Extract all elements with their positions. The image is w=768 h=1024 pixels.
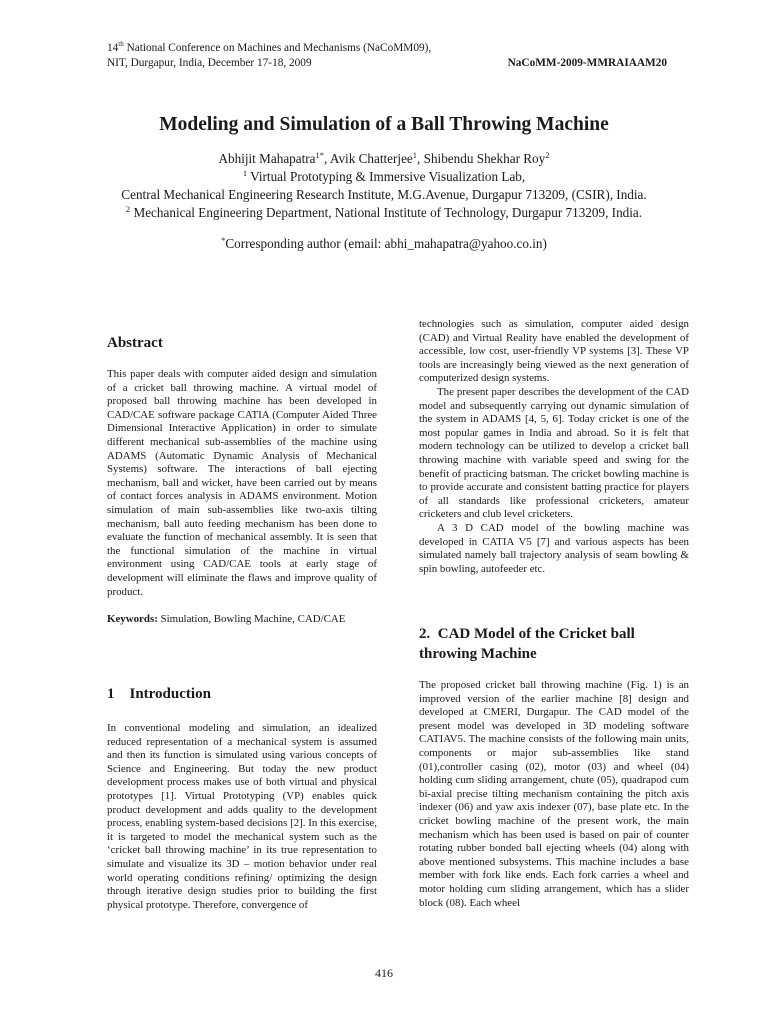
keywords <box>107 613 377 627</box>
conference-name: National Conference on Machines and Mechanisms (NaCoMM09), <box>123 42 432 54</box>
keywords-label: Keywords: <box>107 613 158 626</box>
affiliation-1-mark: 1 <box>242 168 248 178</box>
intro-heading: 1 Introduction <box>107 686 211 702</box>
affiliation-1 <box>0 168 768 186</box>
section-2-body: The proposed cricket ball throwing machine (Fig. 1) is an improved version of the earlier machine [8] design and developed at CMERI, Durgapur. The CAD model of the present model was developed in 3D modeling software CATIAV5. The machine consists of the following main units, components or major sub-assemblies like stand (01),controller casing (02), motor (03) and wheel (04) holding cum sliding arrangement, chute (05), quadrapod cum bi-axial precise tilting mechanism containing the pitch axis indexer (06) and yaw axis indexer (07), base plate etc. In the cricket bowling machine of the present work, the main mechanism which has been used is based on pair of counter rotating rubber bonded ball ejecting wheels (04) along with above mentioned subsystems. This machine includes a base member with fork like ends. Each fork carries a wheel and motor holding cum sliding arrangement, which has a slider block (08). Each wheel <box>419 679 689 909</box>
corresponding-email: Corresponding author (email: abhi_mahapatra@yahoo.co.in) <box>225 236 547 251</box>
venue-line <box>107 56 667 71</box>
paper-title: Modeling and Simulation of a Ball Throwing Machine <box>159 114 609 135</box>
right-column <box>419 318 689 576</box>
affiliation-1-address: Central Mechanical Engineering Research Institute, M.G.Avenue, Durgapur 713209, (CSIR), India. <box>121 187 647 202</box>
intro-section <box>107 684 377 912</box>
corresponding-author <box>0 236 768 252</box>
affiliation-2 <box>0 204 768 222</box>
page-number: 416 <box>375 966 393 980</box>
keywords-list: Simulation, Bowling Machine, CAD/CAE <box>157 613 346 626</box>
author-2-mark: 1 <box>412 150 418 160</box>
abstract-body: This paper deals with computer aided design and simulation of a cricket ball throwing machine. A virtual model of proposed ball throwing machine has been developed in CAD/CAE software package CATIA (Computer Aided Three Dimensional Interactive Application) in order to simulate different mechanical sub-assemblies of the machine using ADAMS (Automatic Dynamic Analysis of Mechanical Systems) software. The interactions of ball ejecting mechanism, ball and wicket, have been carried out by means of contact forces analysis in ADAMS environment. Motion simulation of main sub-assemblies like two-axis tilting mechanism, ball auto feeding mechanism has been done to evaluate the function of mechanical assembly. It is seen that the functional simulation of the machine in virtual environment using CAD/CAE tools at early stage of development will eliminate the flaws and improve quality of product. <box>107 368 377 598</box>
author-3: , Shibendu Shekhar Roy <box>417 151 546 166</box>
section-2 <box>419 624 689 910</box>
affiliation-2-mark: 2 <box>125 204 131 214</box>
author-1-mark: 1* <box>315 150 325 160</box>
right-paragraph-2: The present paper describes the development of the CAD model and subsequently carrying out dynamic simulation of the system in ADAMS [4, 5, 6]. Today cricket is one of the most popular games in India and abroad. So it is felt that modern technology can be utilized to develop a cricket ball throwing machine with variable speed and swing for the benefit of practicing batsman. The cricket bowling machine is to provide accurate and consistent batting practice for players of all standards like professional cricketers, amateur cricketers and club level cricketers. <box>419 385 689 521</box>
affiliation-2-text: Mechanical Engineering Department, National Institute of Technology, Durgapur 713209, India. <box>130 205 643 220</box>
conference-line <box>107 41 667 56</box>
paper-code: NaCoMM-2009-MMRAIAAM20 <box>507 57 667 69</box>
affiliation-1-lab: Virtual Prototyping & Immersive Visualization Lab, <box>247 169 526 184</box>
abstract-heading: Abstract <box>107 335 163 351</box>
left-column <box>107 333 377 627</box>
author-1: Abhijit Mahapatra <box>218 151 316 166</box>
intro-body: In conventional modeling and simulation, an idealized reduced representation of a mechanical system is assumed and then its function is simulated using various concepts of Science and Engineering. But today the new product development process makes use of both virtual and physical prototypes [1]. Virtual Prototyping (VP) enables quick product development and adds quality to the development process, enabling system-based decisions [2]. In this exercise, it is targeted to model the mechanical system such as the ‘cricket ball throwing machine’ in its true representation to simulate and visualize its 3D – motion behavior under real world operating conditions refining/ optimizing the design through iterative design studies prior to building the first physical prototype. Therefore, convergence of <box>107 722 377 911</box>
author-block <box>0 150 768 222</box>
author-3-mark: 2 <box>545 150 550 160</box>
venue-date: NIT, Durgapur, India, December 17-18, 2009 <box>107 57 312 69</box>
right-paragraph-3: A 3 D CAD model of the bowling machine was developed in CATIA V5 [7] and various aspects has been simulated namely ball trajectory analysis of seam bowling & spin bowling, autofeeder etc. <box>419 521 689 575</box>
section-2-heading: 2. CAD Model of the Cricket ball throwing Machine <box>419 626 635 662</box>
right-paragraph-1: technologies such as simulation, computer aided design (CAD) and Virtual Reality have enabled the development of accessible, low cost, user-friendly VP systems [3]. These VP tools are increasingly being viewed as the next generation of computerized design systems. <box>419 318 689 385</box>
ordinal-suffix: th <box>118 40 124 48</box>
conference-ordinal: 14 <box>107 42 119 54</box>
author-names <box>0 150 768 168</box>
corresponding-mark: * <box>221 235 226 245</box>
conference-header <box>107 41 667 71</box>
author-2: , Avik Chatterjee <box>324 151 413 166</box>
